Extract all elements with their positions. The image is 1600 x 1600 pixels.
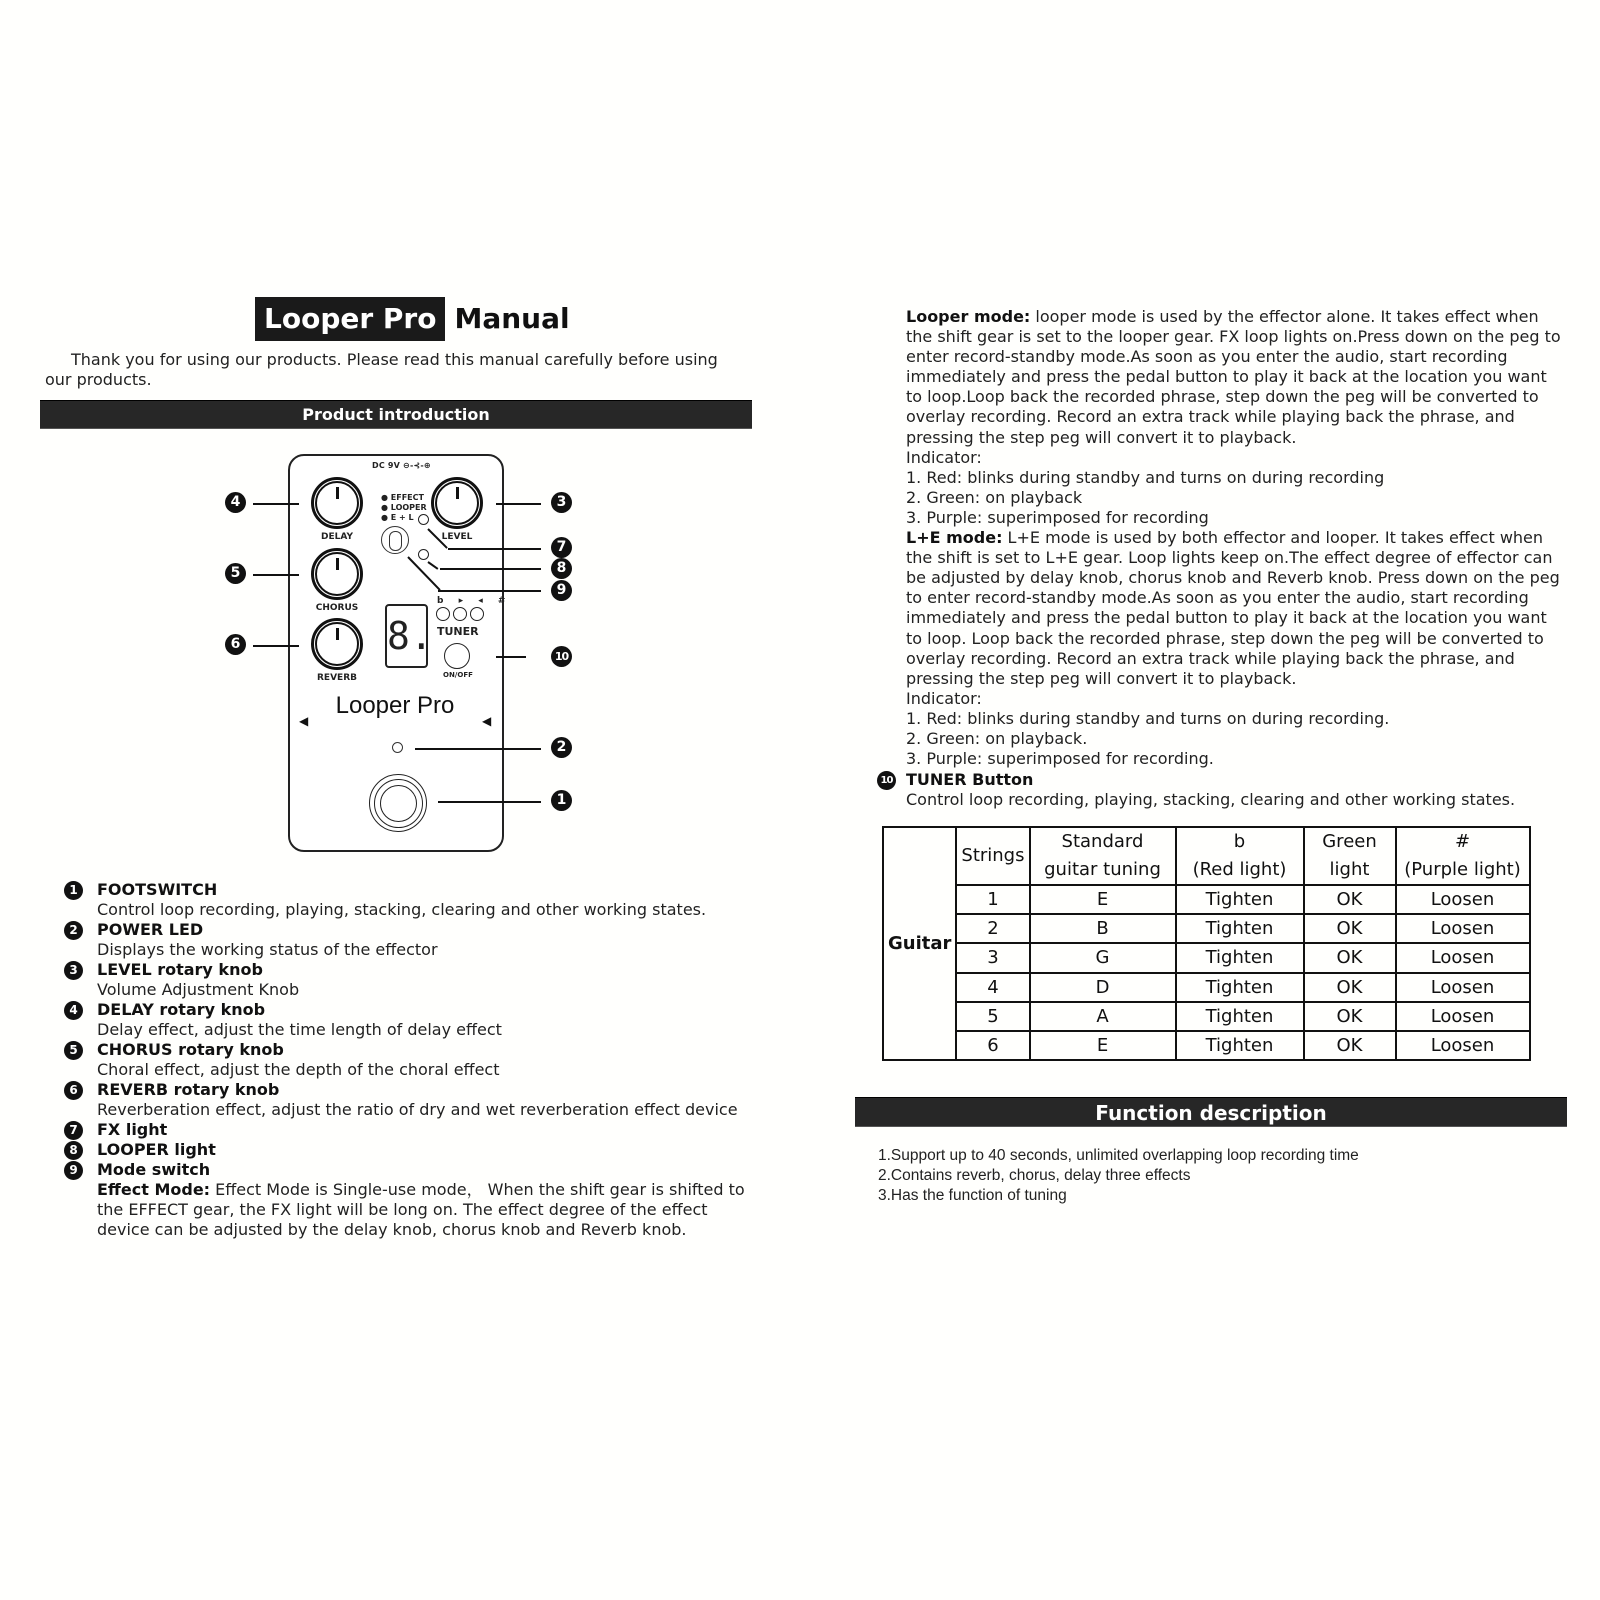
number-badge: 9 (64, 1161, 83, 1180)
indicator-item: 3. Purple: superimposed for recording (906, 507, 1209, 527)
fx-light (418, 514, 429, 525)
indicator-item: 2. Green: on playback. (906, 728, 1088, 748)
chorus-knob (311, 548, 363, 600)
indicator-item: 1. Red: blinks during standby and turns on during recording (906, 467, 1385, 487)
tuner-display: 8. (385, 604, 428, 668)
list-item: 5 CHORUS rotary knob Choral effect, adjust the depth of the choral effect (64, 1040, 764, 1080)
table-row: 3 G Tighten OK Loosen (883, 943, 1530, 972)
number-badge: 6 (64, 1081, 83, 1100)
number-badge: 8 (64, 1141, 83, 1160)
number-badge: 3 (64, 961, 83, 980)
mode-descriptions (906, 307, 1566, 769)
table-row: 6 E Tighten OK Loosen (883, 1031, 1530, 1060)
mode-switch (381, 526, 409, 554)
indicator-item: 2. Green: on playback (906, 487, 1083, 507)
mode-looper: ● LOOPER (381, 503, 427, 512)
table-row: 5 A Tighten OK Loosen (883, 1002, 1530, 1031)
tuner-led-flat (436, 607, 450, 621)
function-list (878, 1146, 1359, 1206)
leader-line (253, 645, 299, 647)
number-badge: 10 (877, 771, 896, 790)
callout-1: 1 (551, 790, 572, 811)
leader-line (253, 503, 299, 505)
chorus-knob-label: CHORUS (315, 603, 359, 613)
col-header-strings: Strings (956, 827, 1029, 885)
list-item: 8 LOOPER light (64, 1140, 764, 1160)
arrow-right-icon: ◀ (482, 714, 492, 728)
power-led (392, 742, 403, 753)
looper-mode-desc: Looper mode: looper mode is used by the effector alone. It takes effect when the shift gear is set to the looper gear. FX loop lights on.Press down on the peg to enter record-standby mode.As soon as you enter the audio, start recording immediately and press the pedal button to play it back at the location you want to loop.Loop back the recorded phrase, step down the peg will be converted to overlay recording. Record an extra track while playing back the phrase, and pressing the step peg will convert it to playback. (906, 307, 1561, 447)
tuner-onoff-button (444, 643, 470, 669)
callout-8: 8 (551, 558, 572, 579)
mode-effect: ● EFFECT (381, 493, 424, 502)
table-row: 2 B Tighten OK Loosen (883, 914, 1530, 943)
title-highlight: Looper Pro (255, 297, 445, 341)
col-header-standard: Standard guitar tuning (1030, 827, 1176, 885)
col-header-green: Green light (1304, 827, 1396, 885)
section-bar-product-intro: Product introduction (40, 400, 752, 429)
callout-5: 5 (225, 563, 246, 584)
footswitch (369, 774, 427, 832)
tuner-led-sharp (470, 607, 484, 621)
looper-light (418, 549, 429, 560)
leader-line (448, 548, 541, 550)
number-badge: 5 (64, 1041, 83, 1060)
mode-el: ● E + L (381, 513, 414, 522)
list-item: 9 Mode switch Effect Mode: Effect Mode is Single-use mode， When the shift gear is shifted to the EFFECT gear, the FX light will be long on. The effect degree of the effect device can be adjusted by the delay knob, chorus knob and Reverb knob. (64, 1160, 764, 1240)
number-badge: 1 (64, 881, 83, 900)
tuner-symbols: b ▸ ◂ # (437, 596, 512, 606)
callout-2: 2 (551, 737, 572, 758)
arrow-left-icon: ◀ (299, 714, 309, 728)
table-header-row (883, 827, 1530, 885)
level-knob-label: LEVEL (441, 532, 473, 542)
leader-line (415, 748, 541, 750)
tuning-table (882, 826, 1531, 1061)
callout-4: 4 (225, 492, 246, 513)
manual-title (255, 296, 570, 341)
component-list (64, 880, 764, 1240)
list-item: 6 REVERB rotary knob Reverberation effect, adjust the ratio of dry and wet reverberation effect device (64, 1080, 764, 1120)
col-header-flat: b (Red light) (1176, 827, 1304, 885)
title-rest: Manual (454, 301, 570, 335)
section-bar-function-desc: Function description (855, 1097, 1567, 1127)
indicator-label: Indicator: (906, 447, 982, 467)
leader-line (440, 568, 541, 570)
function-item: 3.Has the function of tuning (878, 1187, 1067, 1204)
reverb-knob (311, 618, 363, 670)
callout-7: 7 (551, 537, 572, 558)
tuner-led-ok (453, 607, 467, 621)
col-header-sharp: # (Purple light) (1396, 827, 1530, 885)
onoff-label: ON/OFF (443, 671, 473, 679)
number-badge: 2 (64, 921, 83, 940)
tuner-button-item: 10 TUNER Button Control loop recording, playing, stacking, clearing and other working states. (877, 770, 1577, 810)
leader-line (253, 574, 299, 576)
power-input-label: DC 9V ⊖-⊰-⊕ (372, 461, 431, 470)
callout-9: 9 (551, 580, 572, 601)
callout-6: 6 (225, 634, 246, 655)
number-badge: 7 (64, 1121, 83, 1140)
delay-knob-label: DELAY (321, 532, 353, 542)
function-item: 2.Contains reverb, chorus, delay three effects (878, 1167, 1191, 1184)
list-item: 1 FOOTSWITCH Control loop recording, playing, stacking, clearing and other working states. (64, 880, 764, 920)
list-item: 4 DELAY rotary knob Delay effect, adjust the time length of delay effect (64, 1000, 764, 1040)
reverb-knob-label: REVERB (317, 673, 357, 683)
list-item: 7 FX light (64, 1120, 764, 1140)
group-label: Guitar (883, 827, 956, 1060)
level-knob (431, 477, 483, 529)
list-item: 3 LEVEL rotary knob Volume Adjustment Knob (64, 960, 764, 1000)
callout-3: 3 (551, 492, 572, 513)
indicator-label: Indicator: (906, 688, 982, 708)
function-item: 1.Support up to 40 seconds, unlimited overlapping loop recording time (878, 1147, 1359, 1164)
indicator-item: 1. Red: blinks during standby and turns on during recording. (906, 708, 1390, 728)
number-badge: 4 (64, 1001, 83, 1020)
leader-line (438, 801, 541, 803)
effect-mode-desc: Effect Mode: Effect Mode is Single-use mode， When the shift gear is shifted to the EFFECT gear, the FX light will be long on. The effect degree of the effect device can be adjusted by the delay knob, chorus knob and Reverb knob. (97, 1180, 745, 1239)
leader-line (496, 503, 541, 505)
indicator-item: 3. Purple: superimposed for recording. (906, 749, 1214, 769)
callout-10: 10 (551, 646, 572, 667)
tuner-leds (436, 607, 484, 621)
table-row: 1 E Tighten OK Loosen (883, 885, 1530, 914)
delay-knob (311, 477, 363, 529)
intro-text: Thank you for using our products. Please read this manual carefully before using our products. (45, 350, 718, 389)
leader-line (438, 590, 541, 592)
table-row: 4 D Tighten OK Loosen (883, 973, 1530, 1002)
tuner-label: TUNER (437, 625, 479, 638)
pedal-name: Looper Pro (335, 692, 455, 719)
le-mode-desc: L+E mode: L+E mode is used by both effector and looper. It takes effect when the shift is set to L+E gear. Loop lights keep on.The effect degree of effector can be adjusted by delay knob, chorus knob and Reverb knob. Press down on the peg to enter record-standby mode.As soon as you enter the audio, start recording immediately and press the pedal button to play it back at the location you want to loop. Loop back the recorded phrase, step down the peg will be converted to overlay recording. Record an extra track while playing back the phrase, and pressing the step peg will convert it to playback. (906, 528, 1560, 688)
list-item: 2 POWER LED Displays the working status of the effector (64, 920, 764, 960)
leader-line (496, 656, 526, 658)
